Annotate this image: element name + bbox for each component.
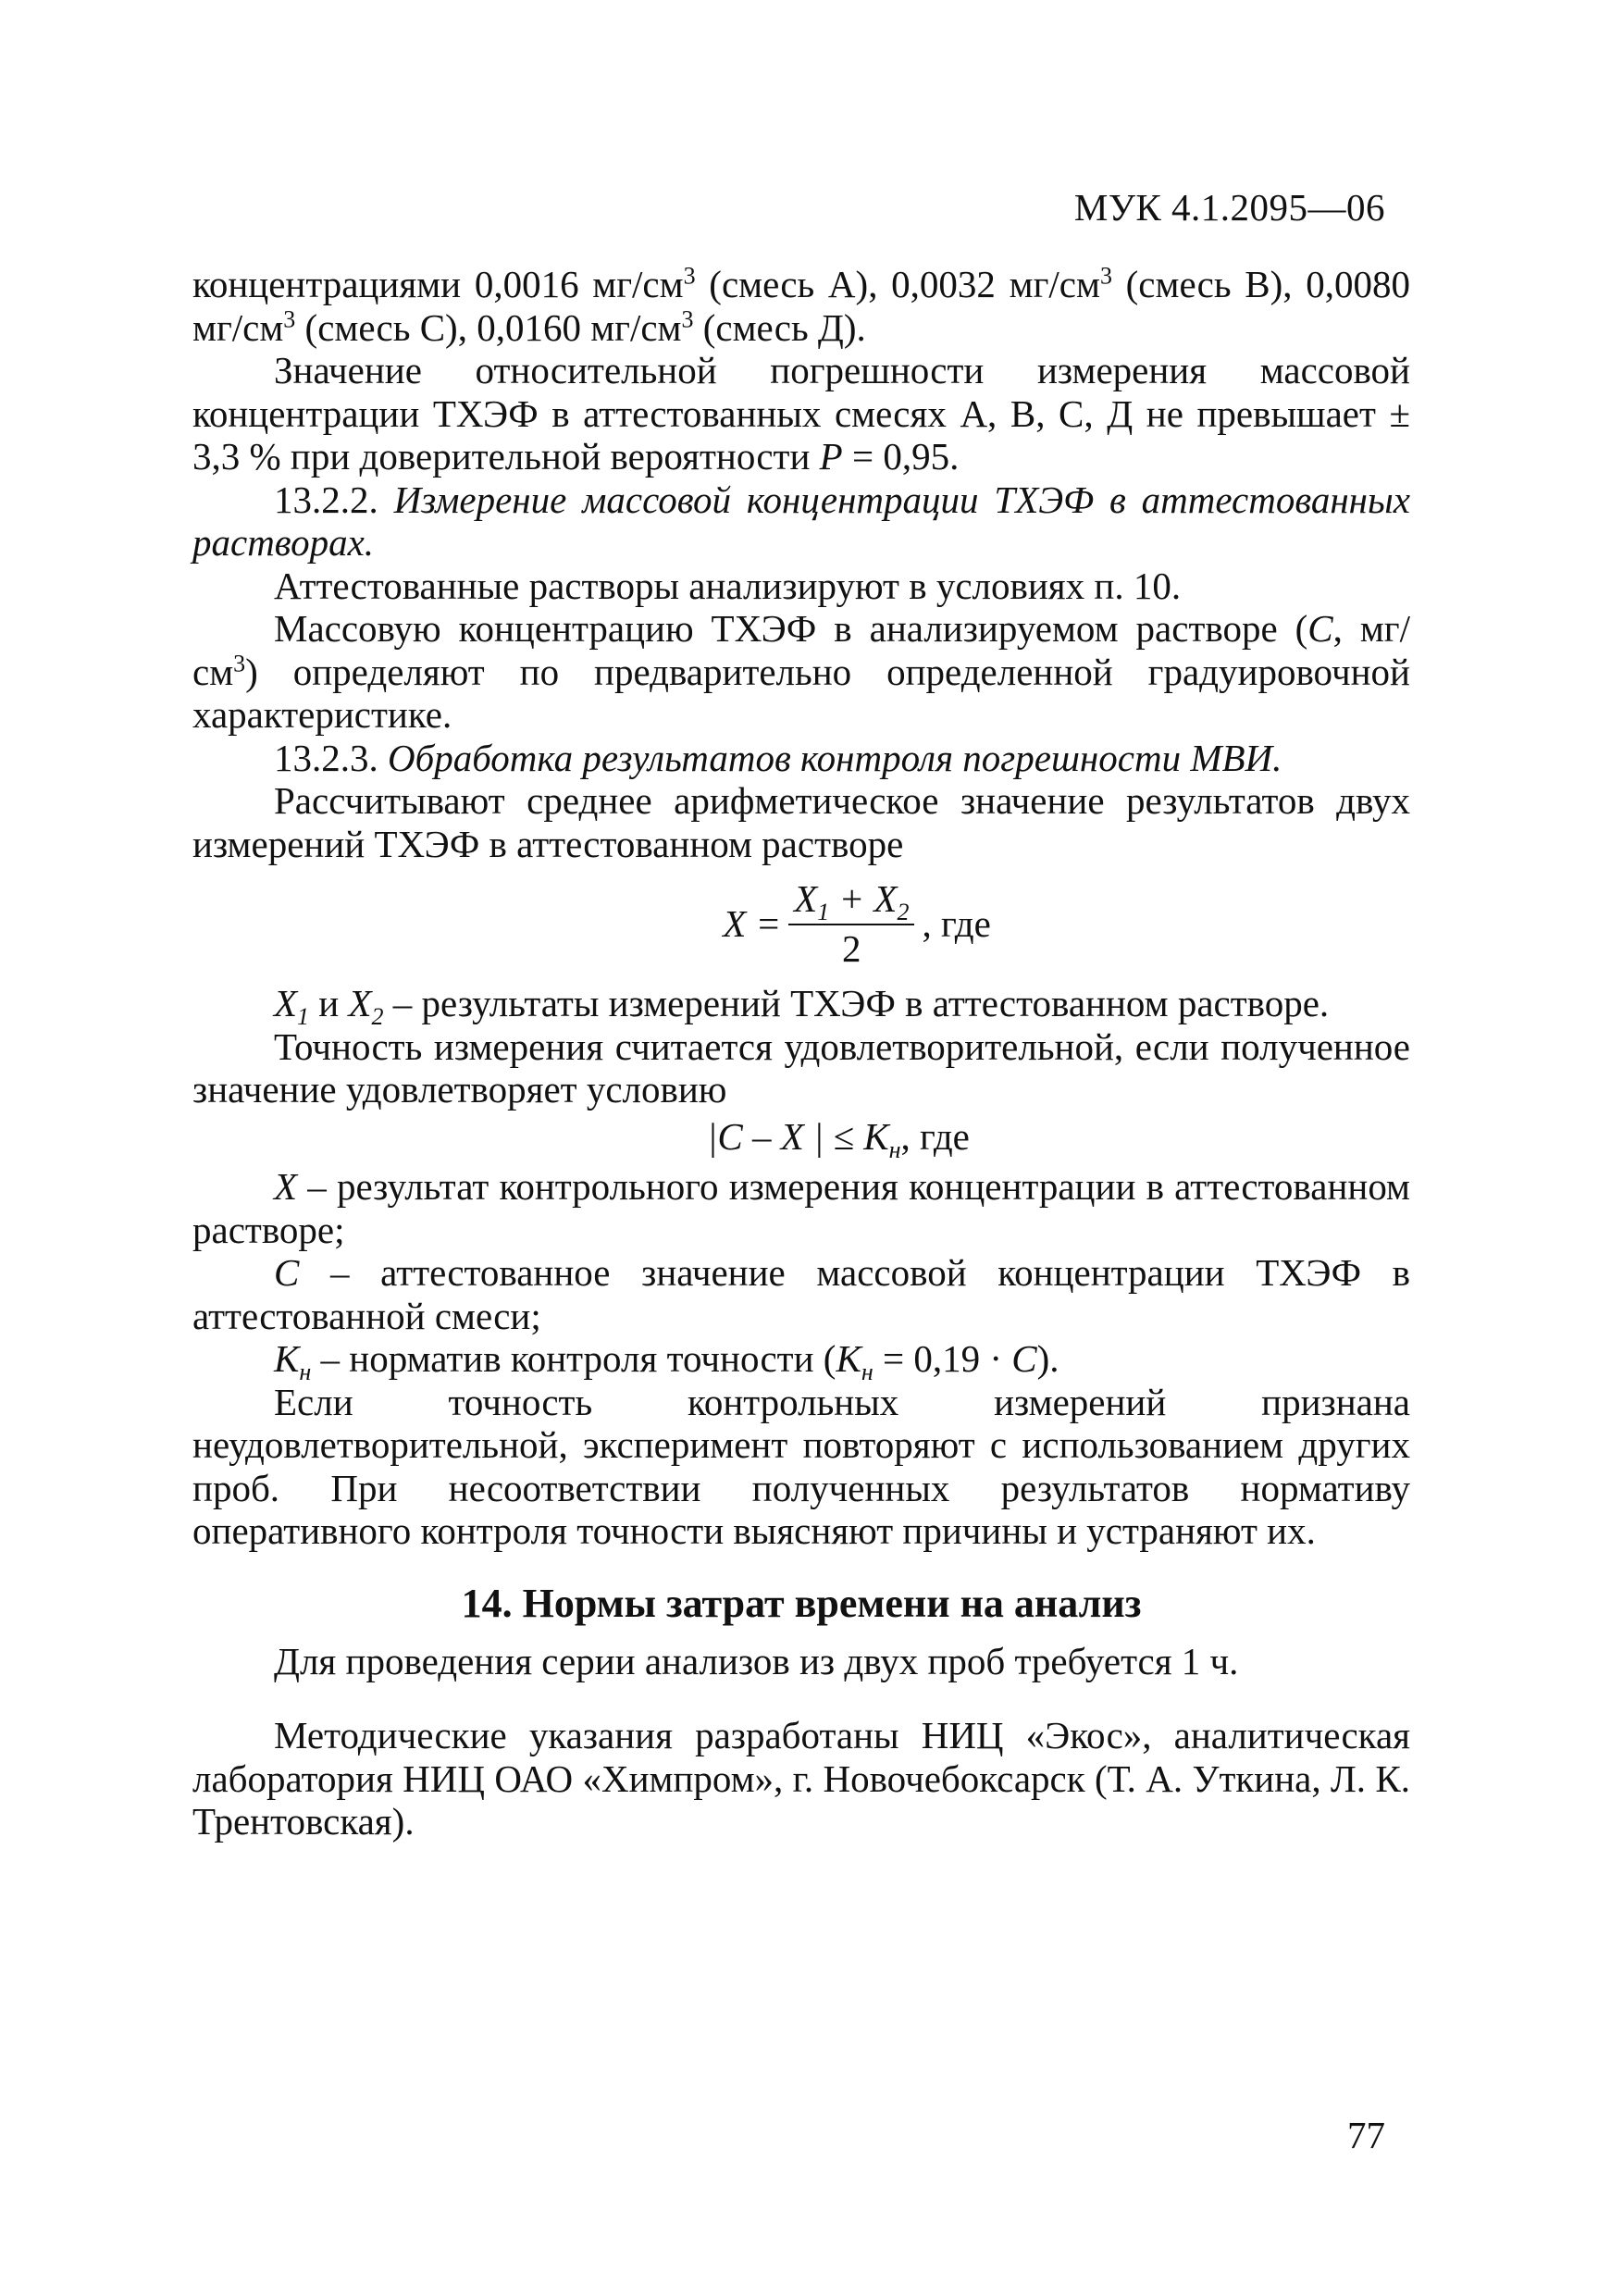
variable: X <box>274 982 298 1024</box>
subscript: 2 <box>897 899 910 926</box>
superscript: 3 <box>681 304 694 332</box>
subsection-title: Обработка результатов контроля погрешности МВИ. <box>388 736 1282 779</box>
definition-c <box>192 1251 1410 1337</box>
text-run: Значение относительной погрешности измерения массовой концентрации ТХЭФ в аттестованных смесях А, В, С, Д не превышает ± 3,3 % при доверительной вероятности <box>192 349 1410 478</box>
paragraph-concentrations <box>192 263 1410 349</box>
subsection-number: 13.2.3. <box>274 736 388 779</box>
formula-tail: , где <box>900 1114 970 1158</box>
subscript: н <box>861 1359 873 1386</box>
definition-x <box>192 1165 1410 1251</box>
text-run: ). <box>1036 1337 1059 1380</box>
subscript: 1 <box>817 899 830 926</box>
definition-k <box>192 1337 1410 1386</box>
paragraph-credits: Методические указания разработаны НИЦ «Экос», аналитическая лаборатория НИЦ ОАО «Химпром», г. Новочебоксарск (Т. А. Уткина, Л. К. Трентовская). <box>192 1714 1410 1843</box>
subscript: н <box>888 1136 901 1163</box>
variable: C <box>274 1251 300 1294</box>
text-run: = 0,95. <box>842 435 960 478</box>
fraction-denominator: 2 <box>842 927 861 970</box>
text-run: (смесь С), 0,0160 мг/см <box>295 305 682 349</box>
variable: X <box>794 877 818 920</box>
paragraph-accuracy-condition: Точность измерения считается удовлетворительной, если полученное значение удовлетворяет условию <box>192 1024 1410 1111</box>
text-run: – результаты измерений ТХЭФ в аттестованном растворе. <box>383 982 1330 1024</box>
subsection-13-2-3 <box>192 737 1410 780</box>
superscript: 3 <box>1099 262 1112 290</box>
text-run: (смесь Д). <box>693 305 866 349</box>
section-heading-14: 14. Нормы затрат времени на анализ <box>461 1580 1142 1626</box>
text-run: – норматив контроля точности ( <box>311 1337 836 1380</box>
fraction-numerator <box>788 875 914 925</box>
variable: K <box>836 1337 861 1380</box>
variable: X <box>274 1165 298 1208</box>
text-run: – результат контрольного измерения концентрации в аттестованном растворе; <box>192 1165 1410 1251</box>
paragraph-error-value <box>192 349 1410 478</box>
subsection-13-2-2 <box>192 478 1410 565</box>
text-run: , мг/см <box>192 607 1410 693</box>
fraction <box>788 875 914 972</box>
doc-code-header: МУК 4.1.2095—06 <box>1073 186 1385 229</box>
subscript: 2 <box>371 1003 384 1031</box>
text-run: и <box>309 982 349 1024</box>
text-run: (смесь В), 0,0080 мг/см <box>192 263 1410 349</box>
paragraph-time-norms: Для проведения серии анализов из двух проб требуется 1 ч. <box>274 1639 1239 1682</box>
subsection-title: Измерение массовой концентрации ТХЭФ в аттестованных растворах. <box>192 478 1410 564</box>
text-run: + X <box>829 877 898 920</box>
subscript: 1 <box>297 1003 310 1031</box>
formula-lhs: X = <box>723 901 782 945</box>
formula-condition <box>192 1114 1410 1163</box>
variable: K <box>274 1337 300 1380</box>
text-run: ) определяют по предварительно определенной градуировочной характеристике. <box>192 650 1410 736</box>
formula-tail: , где <box>922 901 991 945</box>
superscript: 3 <box>283 304 296 332</box>
paragraph-unsatisfactory: Если точность контрольных измерений признана неудовлетворительной, эксперимент повторяют с использованием других проб. При несоответствии полученных результатов нормативу оперативного контроля точности выясняют причины и устраняют их. <box>192 1380 1410 1552</box>
text-run: = 0,19 · <box>873 1337 1012 1380</box>
variable: C <box>1011 1337 1037 1380</box>
variable: X <box>348 982 372 1024</box>
subsection-number: 13.2.2. <box>274 478 394 521</box>
variable: P <box>819 435 843 478</box>
superscript: 3 <box>233 649 246 676</box>
text-run: (смесь А), 0,0032 мг/см <box>695 263 1100 305</box>
document-body <box>192 263 1410 1843</box>
subscript: н <box>299 1359 312 1386</box>
formula-mean <box>192 869 1410 978</box>
superscript: 3 <box>683 262 696 290</box>
text-run: концентрациями 0,0016 мг/см <box>192 263 684 305</box>
text-run: Массовую концентрацию ТХЭФ в анализируемом растворе ( <box>274 607 1308 650</box>
paragraph-mean-calculation: Рассчитывают среднее арифметическое значение результатов двух измерений ТХЭФ в аттестованном растворе <box>192 779 1410 865</box>
paragraph-x-definition <box>192 982 1410 1031</box>
paragraph-analysis-conditions: Аттестованные растворы анализируют в условиях п. 10. <box>274 564 1182 607</box>
condition-expression: |C – X | ≤ K <box>707 1114 889 1158</box>
text-run: – аттестованное значение массовой концентрации ТХЭФ в аттестованной смеси; <box>192 1251 1410 1337</box>
paragraph-mass-concentration <box>192 607 1410 737</box>
variable: С <box>1307 607 1333 650</box>
page-number: 77 <box>1347 2114 1385 2156</box>
